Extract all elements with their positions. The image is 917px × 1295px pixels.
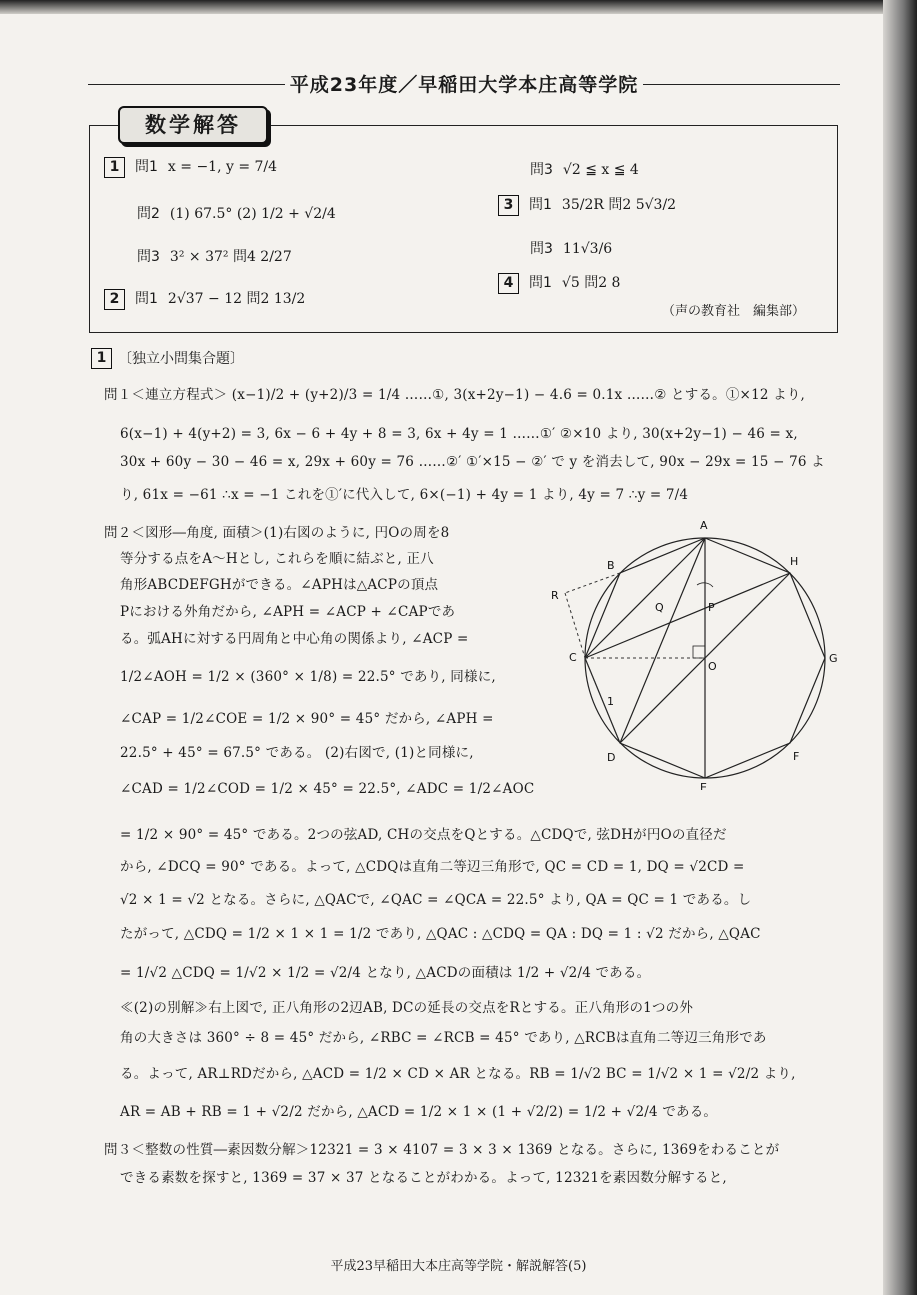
label-o: O <box>708 660 717 673</box>
label-r: R <box>551 589 559 602</box>
text-line: り, 61x = −61 ∴x = −1 これを①′に代入して, 6×(−1) + 4y = 1 より, 4y = 7 ∴y = 7/4 <box>120 487 689 503</box>
answer-1-q2: 問2 (1) 67.5° (2) 1/2 + √2/4 <box>137 206 336 222</box>
label-f: F <box>793 750 800 763</box>
text-line: る。よって, AR⊥RDだから, △ACD = 1/2 × CD × AR となる。RB = 1/√2 BC = 1/√2 × 1 = √2/2 より, <box>120 1066 796 1082</box>
page-title: 平成23年度／早稲田大学本庄高等学院 <box>285 74 643 96</box>
text-line: る。弧AHに対する円周角と中心角の関係より, ∠ACP = <box>120 631 469 647</box>
chord-ch <box>585 573 790 658</box>
answer-4-q1: 4 問1 √5 問2 8 <box>498 272 620 294</box>
text-line: 角の大きさは 360° ÷ 8 = 45° だから, ∠RBC = ∠RCB = 45° であり, △RCBは直角二等辺三角形であ <box>120 1030 767 1046</box>
label-c: C <box>569 651 577 664</box>
answer-3-q3: 問3 11√3/6 <box>530 241 613 257</box>
answer-1-q3: 問3 3² × 37² 問4 2/27 <box>137 249 292 265</box>
text-line: から, ∠DCQ = 90° である。よって, △CDQは直角二等辺三角形で, QC = CD = 1, DQ = √2CD = <box>120 859 745 875</box>
text-line: = 1/√2 △CDQ = 1/√2 × 1/2 = √2/4 となり, △ACDの面積は 1/2 + √2/4 である。 <box>120 965 651 981</box>
text-line: 22.5° + 45° = 67.5° である。 (2)右図で, (1)と同様に, <box>120 745 474 761</box>
text-line: 問２＜図形―角度, 面積＞(1)右図のように, 円Oの周を8 <box>104 525 450 541</box>
label-a: A <box>700 519 708 532</box>
page-header <box>88 70 840 100</box>
page-footer: 平成23早稲田大本庄高等学院・解説解答(5) <box>330 1259 587 1274</box>
answer-3-q1: 3 問1 35/2R 問2 5√3/2 <box>498 194 676 216</box>
text-line: ∠CAP = 1/2∠COE = 1/2 × 90° = 45° だから, ∠APH = <box>120 711 494 727</box>
text-line: 等分する点をA～Hとし, これらを順に結ぶと, 正八 <box>120 551 434 567</box>
editor-credit: （声の教育社 編集部） <box>662 304 806 319</box>
label-one: 1 <box>607 695 614 708</box>
answer-box-label: 数学解答 <box>118 106 268 144</box>
label-q: Q <box>655 601 664 614</box>
text-line: AR = AB + RB = 1 + √2/2 だから, △ACD = 1/2 × 1 × (1 + √2/2) = 1/2 + √2/4 である。 <box>120 1104 718 1120</box>
label-h: H <box>790 555 799 568</box>
text-line: 1/2∠AOH = 1/2 × (360° × 1/8) = 22.5° であり, 同様に, <box>120 669 496 685</box>
text-line: √2 × 1 = √2 となる。さらに, △QACで, ∠QAC = ∠QCA = 22.5° より, QA = QC = 1 である。し <box>120 892 752 908</box>
text-line: Pにおける外角だから, ∠APH = ∠ACP + ∠CAPであ <box>120 604 456 620</box>
section-number: 1 <box>91 348 112 369</box>
text-line: = 1/2 × 90° = 45° である。2つの弦AD, CHの交点をQとする。△CDQで, 弦DHが円Oの直径だ <box>120 827 727 843</box>
text-line: できる素数を探すと, 1369 = 37 × 37 となることがわかる。よって, 12321を素因数分解すると, <box>120 1170 727 1186</box>
text-line: 6(x−1) + 4(y+2) = 3, 6x − 6 + 4y + 8 = 3, 6x + 4y = 1 ……①′ ②×10 より, 30(x+2y−1) − 46 = x, <box>120 426 798 442</box>
page-edge-shadow <box>883 0 917 1295</box>
text-line: 角形ABCDEFGHができる。∠APHは△ACPの頂点 <box>120 577 439 593</box>
label-d: D <box>607 751 616 764</box>
chord-ac <box>585 538 705 658</box>
chord-ad <box>620 538 705 743</box>
octagon-figure <box>545 515 845 790</box>
text-line: 30x + 60y − 30 − 46 = x, 29x + 60y = 76 ……②′ ①′×15 − ②′ で y を消去して, 90x − 29x = 15 − 76 よ <box>120 454 825 470</box>
page-top-shadow <box>0 0 917 14</box>
label-p: P <box>708 601 715 614</box>
answer-2-q3: 問3 √2 ≦ x ≦ 4 <box>530 162 639 178</box>
text-line: 問１＜連立方程式＞ (x−1)/2 + (y+2)/3 = 1/4 ……①, 3(x+2y−1) − 4.6 = 0.1x ……② とする。①×12 より, <box>104 387 806 403</box>
label-g: G <box>829 652 838 665</box>
text-line: ≪(2)の別解≫右上図で, 正八角形の2辺AB, DCの延長の交点をRとする。正八角形の1つの外 <box>120 1000 694 1016</box>
answer-1-q1: 1 問1 x = −1, y = 7/4 <box>104 156 277 178</box>
answer-2-q1: 2 問1 2√37 − 12 問2 13/2 <box>104 288 305 310</box>
text-line: 問３＜整数の性質―素因数分解＞12321 = 3 × 4107 = 3 × 3 × 1369 となる。さらに, 1369をわることが <box>104 1142 780 1158</box>
section-title: 〔独立小問集合題〕 <box>118 351 244 367</box>
text-line: たがって, △CDQ = 1/2 × 1 × 1 = 1/2 であり, △QAC : △CDQ = QA : DQ = 1 : √2 だから, △QAC <box>120 926 761 942</box>
label-e: E <box>700 781 707 790</box>
label-b: B <box>607 559 615 572</box>
text-line: ∠CAD = 1/2∠COD = 1/2 × 45° = 22.5°, ∠ADC = 1/2∠AOC <box>120 781 535 797</box>
